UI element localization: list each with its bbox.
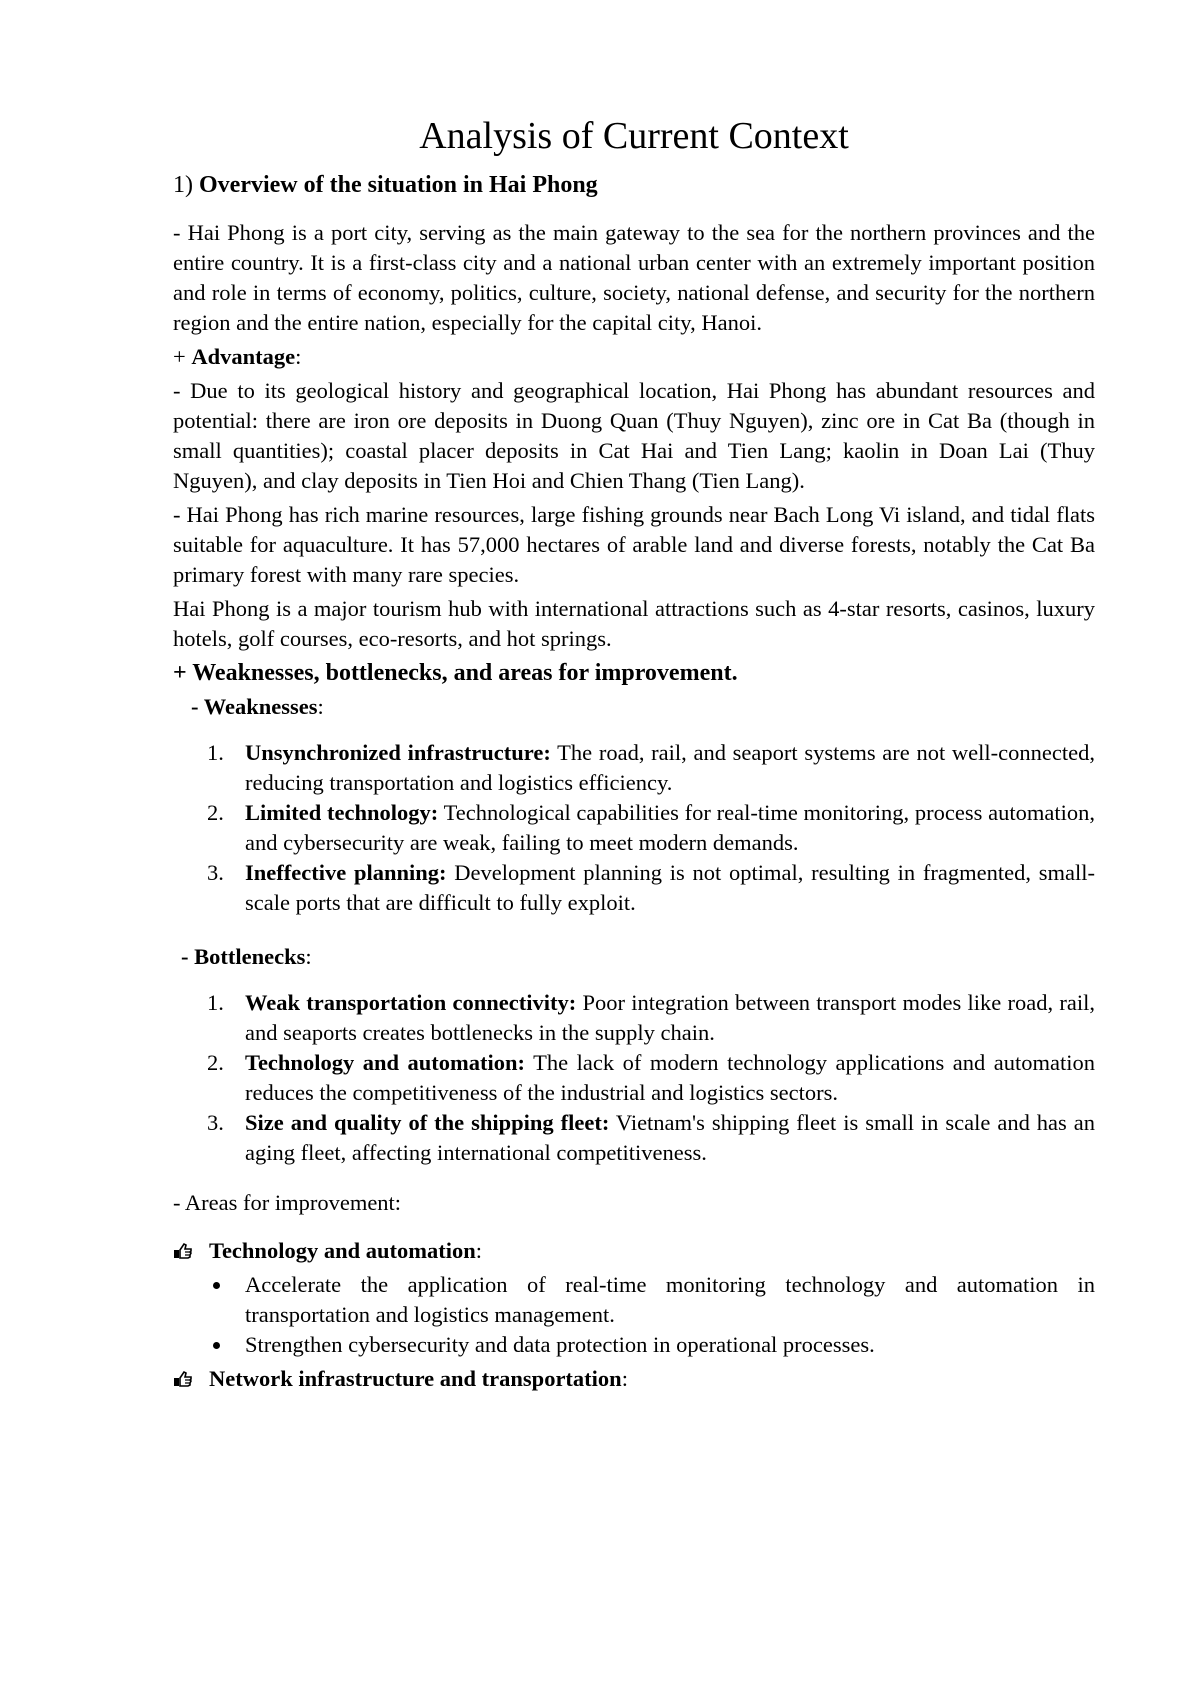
section-number: 1) xyxy=(173,172,193,198)
bottlenecks-heading xyxy=(181,942,1095,972)
item-title: Technology and automation: xyxy=(245,1050,525,1075)
advantage-label: Advantage xyxy=(191,344,296,369)
list-item xyxy=(173,798,1095,858)
list-item xyxy=(173,988,1095,1048)
weaknesses-heading xyxy=(191,692,1095,722)
dot-bullet-icon xyxy=(213,1342,220,1349)
hand-pointer-icon xyxy=(173,1242,193,1260)
document-body xyxy=(173,112,1095,1398)
weaknesses-section-heading-text: + Weaknesses, bottlenecks, and areas for improvement. xyxy=(173,660,738,686)
item-title: Ineffective planning: xyxy=(245,860,447,885)
item-number: 1. xyxy=(207,990,224,1015)
item-number: 3. xyxy=(207,860,224,885)
item-text: Development planning is not optimal, resulting in fragmented, small-scale ports that are difficult to fully exploit. xyxy=(245,860,1095,915)
improvement-group-heading xyxy=(173,1364,1095,1394)
weaknesses-list xyxy=(173,738,1095,918)
list-item xyxy=(173,1330,1095,1360)
item-number: 2. xyxy=(207,800,224,825)
advantage-paragraph: - Due to its geological history and geographical location, Hai Phong has abundant resources and potential: there are iron ore deposits in Duong Quan (Thuy Nguyen), zinc ore in Cat Ba (though in small quantities); coastal placer deposits in Cat Hai and Tien Lang; kaolin in Doan Lai (Thuy Nguyen), and clay deposits in Tien Hoi and Chien Thang (Tien Lang). xyxy=(173,378,1095,493)
bullet-text: Strengthen cybersecurity and data protection in operational processes. xyxy=(245,1332,875,1357)
bullet-text: Accelerate the application of real-time monitoring technology and automation in transportation and logistics management. xyxy=(245,1272,1095,1327)
dot-bullet-icon xyxy=(213,1282,220,1289)
weaknesses-label: - Weaknesses xyxy=(191,694,318,719)
item-text: Vietnam's shipping fleet is small in scale and has an aging fleet, affecting international competitiveness. xyxy=(245,1110,1095,1165)
bottlenecks-colon: : xyxy=(305,944,312,969)
advantage-paragraph: - Hai Phong has rich marine resources, large fishing grounds near Bach Long Vi island, and tidal flats suitable for aquaculture. It has 57,000 hectares of arable land and diverse forests, notably the Cat Ba primary forest with many rare species. xyxy=(173,502,1095,587)
item-text: The lack of modern technology applications and automation reduces the competitiveness of the industrial and logistics sectors. xyxy=(245,1050,1096,1105)
weaknesses-colon: : xyxy=(317,694,324,719)
item-text: The road, rail, and seaport systems are not well-connected, reducing transportation and logistics efficiency. xyxy=(245,740,1095,795)
group-heading-text: Technology and automation xyxy=(209,1238,476,1263)
advantage-prefix: + xyxy=(173,344,192,369)
item-title: Weak transportation connectivity: xyxy=(245,990,577,1015)
improvement-heading: - Areas for improvement: xyxy=(173,1190,402,1215)
item-text: Technological capabilities for real-time monitoring, process automation, and cybersecurity are weak, failing to meet modern demands. xyxy=(245,800,1095,855)
bottlenecks-label: - Bottlenecks xyxy=(181,944,306,969)
list-item xyxy=(173,1048,1095,1108)
item-text: Poor integration between transport modes like road, rail, and seaports creates bottlenecks in the supply chain. xyxy=(245,990,1095,1045)
improvement-group-heading xyxy=(173,1236,1095,1266)
advantage-heading xyxy=(173,342,1095,372)
list-item xyxy=(173,1108,1095,1168)
item-title: Unsynchronized infrastructure: xyxy=(245,740,551,765)
advantage-colon: : xyxy=(295,344,302,369)
section-heading xyxy=(173,170,1095,200)
improvement-bullet-list xyxy=(173,1270,1095,1360)
item-number: 2. xyxy=(207,1050,224,1075)
item-number: 3. xyxy=(207,1110,224,1135)
group-heading-text: Network infrastructure and transportation xyxy=(209,1366,622,1391)
list-item xyxy=(173,1270,1095,1330)
item-number: 1. xyxy=(207,740,224,765)
item-title: Size and quality of the shipping fleet: xyxy=(245,1110,610,1135)
intro-paragraph: - Hai Phong is a port city, serving as the main gateway to the sea for the northern provinces and the entire country. It is a first-class city and a national urban center with an extremely important position and role in terms of economy, politics, culture, society, national defense, and security for the northern region and the entire nation, especially for the capital city, Hanoi. xyxy=(173,220,1095,335)
group-heading-colon: : xyxy=(475,1238,482,1263)
weaknesses-section-heading xyxy=(173,658,1095,688)
hand-pointer-icon xyxy=(173,1370,193,1388)
advantage-paragraph: Hai Phong is a major tourism hub with international attractions such as 4-star resorts, casinos, luxury hotels, golf courses, eco-resorts, and hot springs. xyxy=(173,596,1095,651)
section-heading-text: Overview of the situation in Hai Phong xyxy=(199,172,598,198)
list-item xyxy=(173,858,1095,918)
bottlenecks-list xyxy=(173,988,1095,1168)
list-item xyxy=(173,738,1095,798)
item-title: Limited technology: xyxy=(245,800,439,825)
page-title: Analysis of Current Context xyxy=(419,115,849,157)
group-heading-colon: : xyxy=(621,1366,628,1391)
